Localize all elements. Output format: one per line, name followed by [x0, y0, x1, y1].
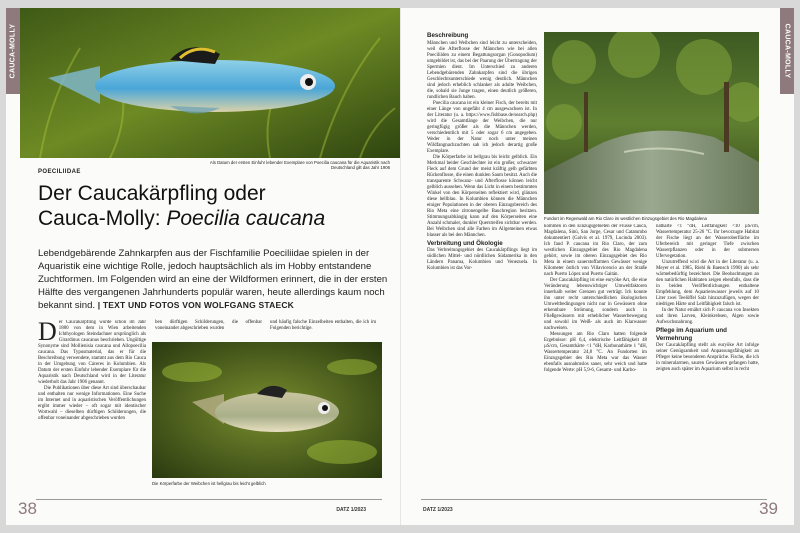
left-column-2: [155, 320, 262, 332]
section-tab-left: [6, 8, 20, 94]
habitat-photo-caption: Fundort im Regenwald am Rio Claro im westlichen Einzugsgebiet des Rio Magdalena: [544, 216, 707, 221]
headline-line-1: Der Caucakärpfling oder: [38, 182, 266, 205]
col1-p4: Das Verbreitungsgebiet des Caucakärpflings liegt im südlichen Mittel- und nördlichen Südamerika in den Ländern Panama, Kolumbien und Venezuela. In Kolumbien ist das Vor-: [427, 248, 537, 271]
right-column-1: [427, 32, 537, 488]
right-column-2: [544, 224, 647, 488]
bottom-photo-caption: Die Körperfarbe der Weibchen ist hellgrau bis leicht gelblich: [152, 481, 266, 486]
section-tab-right: [780, 8, 794, 94]
headline-species: Poecilia caucana: [166, 207, 326, 230]
left-page: [6, 8, 400, 525]
headline-line-2: [38, 206, 398, 231]
heading-beschreibung: Beschreibung: [427, 32, 469, 39]
right-page: [401, 8, 794, 525]
section-tab-label: CAUCA-MOLLY: [9, 23, 17, 79]
photo-habitat-rio-claro: [544, 32, 759, 214]
folio-left: DATZ 1/2023: [336, 507, 366, 513]
left-column-1: [38, 320, 146, 480]
top-photo-caption: Als Datum der ersten Einfuhr lebender Exemplare von Poecilia caucana für die Aquaristik nach Deutschland gilt das Jahr 1906: [209, 160, 390, 171]
page-number-right: 39: [759, 499, 778, 518]
folio-right: DATZ 1/2023: [423, 507, 453, 513]
intro-paragraph: [38, 247, 400, 312]
right-column-3: [656, 224, 759, 488]
section-tab-label: CAUCA-MOLLY: [783, 23, 791, 79]
footer-rule-left: [36, 499, 382, 500]
page-number-left: 38: [18, 499, 37, 518]
col2-text: ben dürftigen Schilderungen, die offenbar voneinander abgeschrieben wurden: [155, 320, 262, 331]
col2-p1: kommen in den Einzugsgebieten der Flüsse Cauca, Magdalena, Sinú, San Jorge, Cesar und Catatumbo dokumentiert (Galvis et al. 1979, Lucinda 2003). Ich fand P. caucana im Rio Claro, der zum westlichen Einzugsgebiet des Rio Magdalena gehört, sowie im oberen Einzugsgebiet des Rio Meta in einem sauerstoffarmen Gewässer wenige Kilometer östlich von Villavicencio an der Straße nach Puerto López und Puerto Gaitán.: [544, 224, 647, 277]
heading-pflege: Pflege im Aquarium und Vermehrung: [656, 327, 727, 342]
col2-p2: Der Caucakärpfling ist eine euryöke Art, die eine Veränderung lebenswichtiger Umweltfaktoren innerhalb weiter Grenzen gut verträgt. Ich konnte ihn unter recht unterschiedlichen ökologischen Umweltbedingungen nicht nur in Gewässern ohne erkennbare Strömung, sondern auch in Fließgewässern mit erheblicher Wasserbewegung und sowohl im Weiß- als auch im Klarwasser nachweisen.: [544, 278, 647, 331]
col1-text-2: Die Publikationen über diese Art sind überschaubar und enthalten nur wenige Informationen. Eine Suche im Internet und in aquaristischen Veröffentlichungen ergibt immer wieder – oft sogar mit identischer Wortwahl – dieselben dürftigen Schilderungen, die offenbar voneinander abgeschrieben wurden: [38, 386, 146, 421]
col3-p3: In der Natur ernährt sich P. caucana von Insekten und ihren Larven, Kleinkrebsen, Algen sowie Aufwuchsnahrung.: [656, 308, 759, 325]
intro-text: Lebendgebärende Zahnkarpfen aus der Fischfamilie Poeciliidae spielen in der Aquaristik eine wichtige Rolle, jedoch hauptsächlich als im Hobby entstandene Zuchtformen. Im Folgenden wird an eine der Wildformen erinnert, die in der ersten Hälfte des vergangenen Jahrhunderts populär waren, heute allerdings kaum noch bekannt sind.: [38, 248, 388, 311]
headline-prefix: Cauca-Molly:: [38, 207, 167, 230]
col1-p3: Die Körperfarbe ist hellgrau bis leicht gelblich. Ein Merkmal beider Geschlechter ist ein großer, schwarzer Fleck auf dem Grund der meist kräftig gelb gefärbten Rückenflosse, die einen dunklen Saum besitzt. Auch die transparente Schwanz- und Afterflosse können leicht gelblich aussehen. Wenn das Licht in einem bestimmten Winkel von den Körperseiten reflektiert wird, glänzen diese hellblau. In Kolumbien können die Männchen einiger Populationen in der oberen Einzugsbereich des Rio Meta eine zitronengelbe Bauchregion besitzen. Stimmungsabhängig kann auf den Körperseiten eine Anzahl schmaler, dunkler Querstreifen sichtbar werden. Bei Weibchen sind alle Farben im Allgemeinen etwas blasser als bei den Männchen.: [427, 154, 537, 238]
kicker: POECILIIDAE: [38, 169, 81, 175]
col3-text: und häufig falsche Einzelheiten enthalten, die ich im Folgenden berichtige.: [270, 320, 376, 331]
col3-p2: Unzutreffend wird die Art in der Literatur (u. a. Meyer et al. 1985, Riehl & Baensch 1990) als sehr wärmebedürftig bezeichnet. Die Beobachtungen an den natürlichen Habitaten zeigen ebenfalls, dass die in beiden Veröffentlichungen enthaltene Empfehlung, dem Aquarienwasser jeweils auf 10 Liter zwei Teelöffel Salz hinzuzufügen, wegen der niedrigen Härte und Leitfähigkeit falsch ist.: [656, 260, 759, 307]
col2-p3: Messungen am Rio Claro hatten folgende Ergebnisse: pH 6,4, elektrische Leitfähigkeit 48 µS/cm, Gesamthärte <1 °dH, Karbonathärte 1 °dH, Wassertemperatur 24,8 °C. An Fundorten im Einzugsgebiet des Rio Meta war das Wasser ebenfalls ausnahmslos sauer, sehr weich und hatte folgende Werte: pH 5,9-6, Gesamt- und Karbo-: [544, 332, 647, 373]
left-column-3: [270, 320, 376, 332]
photo-male-fish: [20, 8, 400, 158]
col1-text: er Caucakärpfling wurde schon im Jahr 1880 von dem in Wien arbeitenden Ichthyologen Steindachner ursprünglich als Girardinus caucanus beschrieben. Ungültige Synonyme sind Mollienisia caucana und Allopoecilia caucana. Das Typusmaterial, das er für die Beschreibung verwendete, stammt aus dem Rio Cauca in der Umgebung von Cáceres in Kolumbien. Als Datum der ersten Einfuhr lebender Exemplare für die Aquaristik nach Deutschland wird in der Literatur wiederholt das Jahr 1906 genannt.: [38, 320, 146, 385]
intro-credit: | TEXT UND FOTOS VON WOLFGANG STAECK: [97, 300, 295, 310]
article-headline: [38, 181, 398, 231]
col1-p1: Männchen und Weibchen sind leicht zu unterscheiden, weil die Afterflosse der Männchen wie bei allen Poeciliiden zu einem Begattungsorgan (Gonopodium) umgebildet ist, das bei der Paarung der Übertragung der Spermien dient. Im Unterschied zu anderen Lebendgebärenden Zahnkarpfen sind die übrigen Geschlechtsunterschiede wenig deutlich. Männchen sind jedoch erheblich schlanker als adulte Weibchen, die, sobald sie Junge tragen, einen deutlich größeren, rundlichen Bauch haben.: [427, 40, 537, 100]
photo-female-fish: [152, 342, 382, 478]
drop-cap: D: [38, 320, 57, 346]
col3-p4: Der Caucakärpfling stellt als euryöke Art infolge seiner Genügsamkeit und Anpassungsfähigkeit an Pfleger keine besonderen Ansprüche. Fische, die ich in mineralarmen, sauren Gewässern gefangen hatte, zeigten auch später im Aquarium selbst in recht: [656, 343, 759, 372]
col3-p1: nathärte <1 °dH, Leitfähigkeit <10 µS/cm, Wassertemperatur 25-26 °C. Ihr bevorzugte Habitat der Fische liegt an der Wasseroberfläche im Uferbereich mit geringer Tiefe zwischen Wasserpflanzen oder in der submersen Ufervegetation.: [656, 224, 759, 259]
heading-verbreitung: Verbreitung und Ökologie: [427, 239, 503, 247]
col1-p2: Poecilia caucana ist ein kleiner Fisch, der bereits mit einer Länge von ungefähr 4 cm ausgewachsen ist. In der Literatur (u. a. https://www.fishbase.de/search.php) wird die Gesamtlänge der Weibchen, die nur geringfügig größer als die Männchen werden, verschiedentlich mit 5 oder sogar 6 cm angegeben. Weder in der Natur noch unter meinen Wildfangnachzuchten sah ich jedoch derartig große Exemplare.: [427, 100, 537, 154]
footer-rule-right: [421, 499, 767, 500]
